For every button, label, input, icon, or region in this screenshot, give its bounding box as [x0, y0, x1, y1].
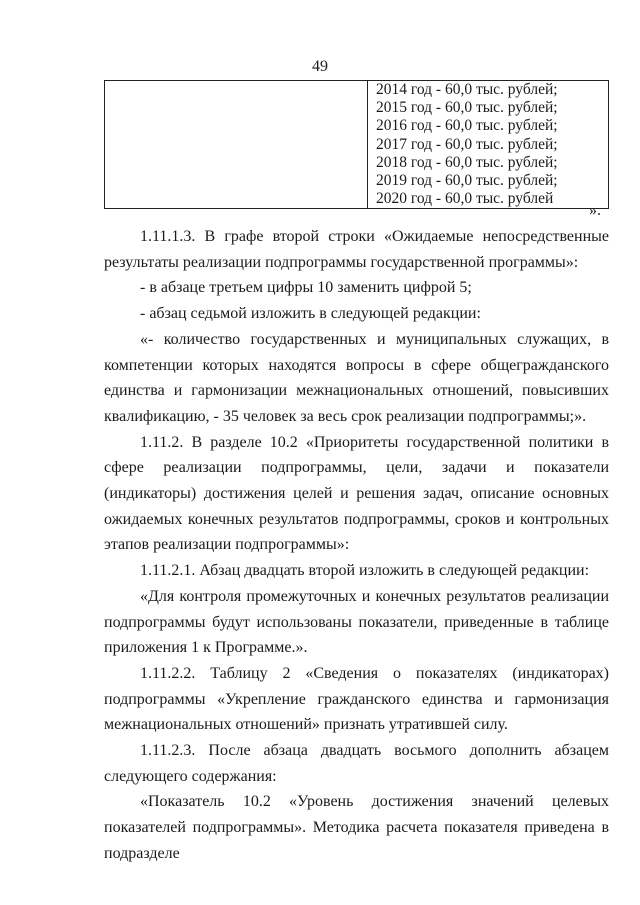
paragraph: 1.11.2.3. После абзаца двадцать восьмого дополнить абзацем следующего содержания: [104, 742, 609, 785]
table-row [105, 81, 609, 209]
paragraph: 1.11.2.1. Абзац двадцать второй изложить в следующей редакции: [140, 562, 590, 580]
year-funding-line: 2017 год - 60,0 тыс. рублей; [376, 135, 558, 153]
paragraph: 1.11.1.3. В графе второй строки «Ожидаемые непосредственные результаты реализации подпрограммы государственной программы»: [104, 228, 609, 271]
year-funding-line: 2019 год - 60,0 тыс. рублей; [376, 171, 558, 189]
year-funding-line: 2015 год - 60,0 тыс. рублей; [376, 99, 558, 117]
paragraph: «- количество государственных и муниципальных служащих, в компетенции которых находятся вопросы в сфере общегражданского единства и гармонизации межнациональных отношений, повысивших квалификацию, - 35 человек за весь срок реализации подпрограммы;». [104, 330, 609, 425]
funding-table [104, 80, 609, 209]
table-cell-empty [105, 81, 368, 209]
paragraph: 1.11.2.2. Таблицу 2 «Сведения о показателях (индикаторах) подпрограммы «Укрепление гражданского единства и гармонизация межнациональных отношений» признать утратившей силу. [104, 664, 609, 734]
paragraph: - абзац седьмой изложить в следующей редакции: [140, 305, 481, 323]
closing-quote: ». [589, 202, 601, 219]
document-body [104, 224, 609, 867]
paragraph: - в абзаце третьем цифры 10 заменить цифрой 5; [140, 279, 472, 297]
year-funding-line: 2014 год - 60,0 тыс. рублей; [376, 81, 558, 98]
page-number: 49 [312, 58, 328, 75]
table-cell-years [368, 81, 609, 209]
year-funding-line: 2018 год - 60,0 тыс. рублей; [376, 153, 558, 171]
year-funding-line: 2020 год - 60,0 тыс. рублей [376, 190, 554, 208]
paragraph: «Показатель 10.2 «Уровень достижения значений целевых показателей подпрограммы». Методика расчета показателя приведена в подразделе [104, 793, 609, 862]
paragraph: «Для контроля промежуточных и конечных результатов реализации подпрограммы будут использованы показатели, приведенные в таблице приложения 1 к Программе.». [104, 587, 609, 657]
year-funding-line: 2016 год - 60,0 тыс. рублей; [376, 117, 558, 135]
paragraph: 1.11.2. В разделе 10.2 «Приоритеты государственной политики в сфере реализации подпрограммы, цели, задачи и показатели (индикаторы) достижения целей и решения задач, описание основных ожидаемых конечных результатов подпрограммы, сроков и контрольных этапов реализации подпрограммы»: [104, 433, 609, 554]
